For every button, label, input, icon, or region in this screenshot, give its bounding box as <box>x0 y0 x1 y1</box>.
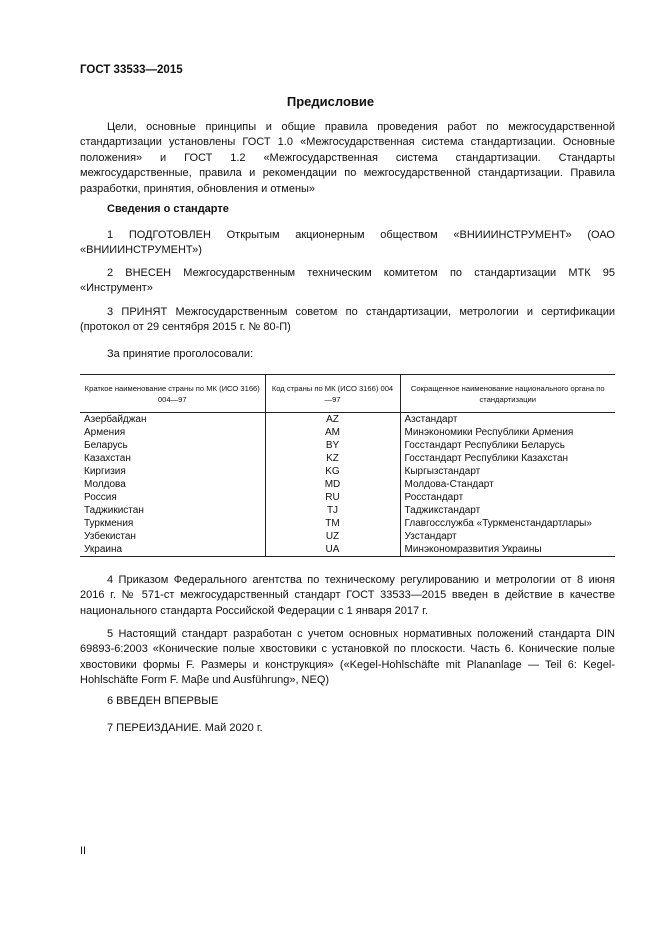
table-row <box>80 530 615 543</box>
standards-body: Молдова-Стандарт <box>404 479 494 490</box>
item-7: 7 ПЕРЕИЗДАНИЕ. Май 2020 г. <box>107 722 263 734</box>
country-name: Молдова <box>80 478 265 491</box>
standards-body: Минэкономики Республики Армения <box>404 427 574 438</box>
voted-label: За принятие проголосовали: <box>107 348 254 360</box>
page-number: II <box>80 845 87 857</box>
country-code: TJ <box>265 504 400 517</box>
section-title: Сведения о стандарте <box>107 203 229 215</box>
country-code: TM <box>265 517 400 530</box>
table-row <box>80 413 615 427</box>
table-row <box>80 452 615 465</box>
item-4: 4 Приказом Федерального агентства по техническому регулированию и метрологии от 8 июня 2016 г. № 571-ст межгосударственный стандарт ГОСТ 33533—2015 введен в действие в качестве национального стандарта Российской Федерации с 1 января 2017 г. <box>80 574 615 617</box>
table-header-row <box>80 375 615 413</box>
header-code: Код страны по МК (ИСО 3166) 004—97 <box>265 375 400 413</box>
standards-body: Узстандарт <box>404 531 457 542</box>
item-5: 5 Настоящий стандарт разработан с учетом основных нормативных положений стандарта DIN 69893-6:2003 «Конические полые хвостовики с установкой по плоскости. Часть 6. Конические полые хвостовики формы F. Размеры и конструкция» («Kegel-Hohlschäfte mit Plananlage — Teil 6: Kegel-Hohlschäfte Form F. Maβe und Ausführung», NEQ) <box>80 628 615 687</box>
country-code: RU <box>265 491 400 504</box>
table-row <box>80 491 615 504</box>
voting-countries-table <box>80 374 615 557</box>
country-code: KG <box>265 465 400 478</box>
table-row <box>80 504 615 517</box>
country-name: Беларусь <box>80 439 265 452</box>
standards-body: Азстандарт <box>404 414 458 425</box>
item-6: 6 ВВЕДЕН ВПЕРВЫЕ <box>107 695 219 707</box>
country-code: KZ <box>265 452 400 465</box>
standards-body: Главгосслужба «Туркменстандартлары» <box>404 518 592 529</box>
header-country: Краткое наименование страны по МК (ИСО 3166) 004—97 <box>80 375 265 413</box>
country-name: Армения <box>80 426 265 439</box>
item-2: 2 ВНЕСЕН Межгосударственным техническим комитетом по стандартизации МТК 95 «Инструмент» <box>80 267 615 295</box>
document-code: ГОСТ 33533—2015 <box>80 64 183 76</box>
table-row <box>80 439 615 452</box>
table-row <box>80 517 615 530</box>
standards-body: Госстандарт Республики Беларусь <box>404 440 565 451</box>
standards-body: Минэкономразвития Украины <box>400 543 615 557</box>
country-name: Украина <box>80 543 265 557</box>
country-code: MD <box>265 478 400 491</box>
intro-paragraph: Цели, основные принципы и общие правила проведения работ по межгосударственной стандартизации установлены ГОСТ 1.0 «Межгосударственная система стандартизации. Основные положения» и ГОСТ 1.2 «Межгосударственная система стандартизации. Стандарты межгосударственные, правила и рекомендации по межгосударственной стандартизации. Правила разработки, принятия, обновления и отмены» <box>80 121 615 195</box>
standards-body: Росстандарт <box>404 492 464 503</box>
country-code: UZ <box>265 530 400 543</box>
country-name: Киргизия <box>80 465 265 478</box>
table-row <box>80 426 615 439</box>
page-title: Предисловие <box>286 94 375 109</box>
standards-body: Кыргызстандарт <box>404 466 481 477</box>
country-name: Узбекистан <box>80 530 265 543</box>
table-row <box>80 465 615 478</box>
item-3: 3 ПРИНЯТ Межгосударственным советом по стандартизации, метрологии и сертификации (протокол от 29 сентября 2015 г. № 80-П) <box>80 306 615 334</box>
country-code: BY <box>265 439 400 452</box>
country-name: Казахстан <box>80 452 265 465</box>
table-row <box>80 478 615 491</box>
country-code: UA <box>265 543 400 557</box>
header-body: Сокращенное наименование национального органа по стандартизации <box>400 375 615 413</box>
country-name: Таджикистан <box>80 504 265 517</box>
country-name: Азербайджан <box>80 413 265 427</box>
country-name: Россия <box>80 491 265 504</box>
country-code: AZ <box>265 413 400 427</box>
standards-body: Госстандарт Республики Казахстан <box>404 453 569 464</box>
table-row <box>80 543 615 557</box>
standards-body: Таджикстандарт <box>404 505 481 516</box>
country-name: Туркмения <box>80 517 265 530</box>
item-1: 1 ПОДГОТОВЛЕН Открытым акционерным обществом «ВНИИИНСТРУМЕНТ» (ОАО «ВНИИИНСТРУМЕНТ») <box>80 229 615 257</box>
country-code: AM <box>265 426 400 439</box>
